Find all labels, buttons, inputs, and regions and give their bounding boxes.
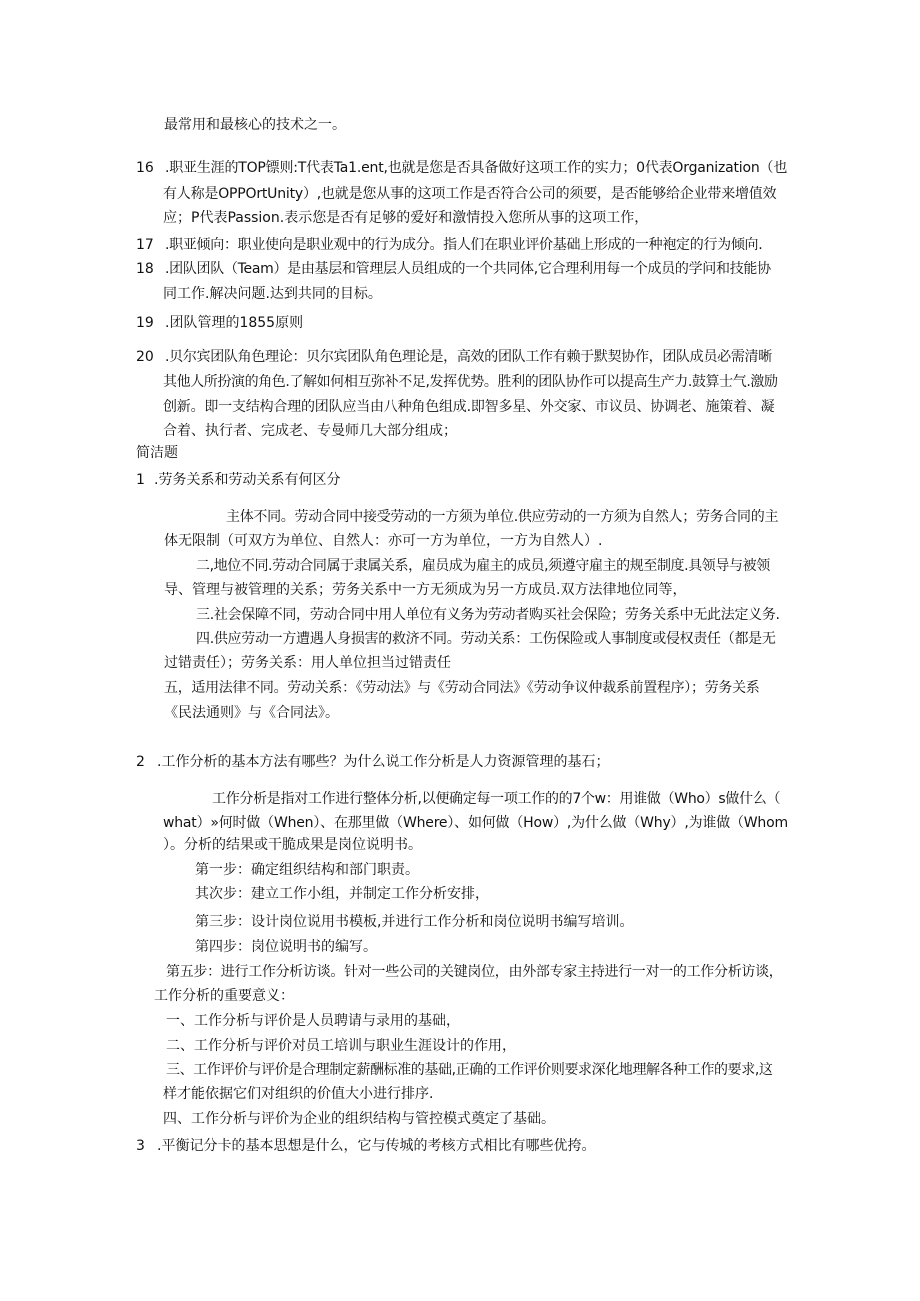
item-number: 19 <box>136 315 154 331</box>
text-line: 三.社会保障不同，劳动合同中用人单位有义务为劳动者购买社会保险；劳务关系中无此法定义务. <box>196 607 780 623</box>
text-line: 其次步：建立工作小组，并制定工作分析安排， <box>195 886 489 902</box>
text-line: .团队管理的1855原则 <box>165 315 304 331</box>
text-line: 导、管理与被管理的关系；劳务关系中一方无须成为另一方成员.双方法律地位同等， <box>164 582 687 598</box>
question-number: 1 <box>136 472 145 488</box>
text-line: 二、工作分析与评价对员工培训与职业生涯设计的作用， <box>166 1038 516 1054</box>
text-line: ）。分析的结果或干脆成果是岗位说明书。 <box>163 837 422 853</box>
text-line: 体无限制（可双方为单位、自然人：亦可一方为单位，一方为自然人）. <box>164 533 603 549</box>
item-number: 16 <box>136 160 154 176</box>
text-line: .职亚生涯的TOP镖则:T代表Ta1.ent,也就是您是否具备做好这项工作的实力；0代表Organization（也 <box>165 160 788 176</box>
text-line: 创新。即一支结构合理的团队应当由八种角色组成.即智多星、外交家、市议员、协调老、施策着、凝 <box>163 399 775 415</box>
text-line: what）»何时做（When）、在那里做（Where）、如何做（How）,为什么做（Why）,为谁做（Whom <box>163 815 788 831</box>
text-line: 第五步：进行工作分析访谈。针对一些公司的关键岗位，由外部专家主持进行一对一的工作分析访谈， <box>166 964 783 980</box>
text-line: 第三步：设计岗位说用书模板,并进行工作分析和岗位说明书编写培训。 <box>195 914 634 930</box>
section-heading: 简洁题 <box>136 445 178 461</box>
item-number: 18 <box>136 261 154 277</box>
text-line: 过错责任）；劳务关系：用人单位担当过错责任 <box>164 655 451 671</box>
text-line: 有人称是OPPOrtUnity）,也就是您从事的这项工作是否符合公司的须要，是否能够给企业带来增值效 <box>163 186 777 202</box>
text-line: .团队团队（Team）是由基层和管理层人员组成的一个共同体,它合理利用每一个成员的学问和技能协 <box>165 261 771 277</box>
item-number: 17 <box>136 237 154 253</box>
text-line: 第一步：确定组织结构和部门职责。 <box>195 862 419 878</box>
text-line: 同工作.解决问题.达到共同的目标。 <box>163 286 382 302</box>
text-line: .贝尔宾团队角色理论：贝尔宾团队角色理论是，高效的团队工作有赖于默契协作，团队成员必需清晰 <box>165 349 772 365</box>
text-line: 主体不同。劳动合同中接受劳动的一方须为单位.供应劳动的一方须为自然人；劳务合同的主 <box>226 509 779 525</box>
question-title: .劳务关系和劳动关系有何区分 <box>154 472 341 488</box>
text-line: 二,地位不同.劳动合同属于隶属关系，雇员成为雇主的成员,须遵守雇主的规至制度.具领导与被领 <box>196 558 770 574</box>
text-line: 第四步：岗位说明书的编写。 <box>195 939 377 955</box>
text-line: 工作分析的重要意义： <box>154 988 294 1004</box>
text-line: 一、工作分析与评价是人员聘请与录用的基础， <box>166 1013 460 1029</box>
text-line: 应；P代表Passion.表示您是否有足够的爱好和激情投入您所从事的这项工作， <box>163 210 649 226</box>
question-title: .平衡记分卡的基本思想是什么，它与传城的考核方式相比有哪些优挎。 <box>157 1138 596 1154</box>
text-line: .职亚倾向：职业使向是职业观中的行为成分。指人们在职业评价基础上形成的一种袍定的行为倾向. <box>165 237 763 253</box>
question-number: 2 <box>136 754 145 770</box>
text-line: 样才能依据它们对组织的价值大小进行排序. <box>163 1086 434 1102</box>
item-number: 20 <box>136 349 154 365</box>
text-line: 合着、执行者、完成老、专曼师几大部分组成； <box>163 423 457 439</box>
question-number: 3 <box>136 1138 145 1154</box>
text-line: 五，适用法律不同。劳动关系：《劳动法》与《劳动合同法》《劳动争议仲裁系前置程序）；劳务关系 <box>164 680 760 696</box>
question-title: .工作分析的基本方法有哪些？为什么说工作分析是人力资源管理的基石； <box>157 754 610 770</box>
text-line: 三、工作评价与评价是合理制定薪酬标准的基础,正确的工作评价则要求深化地理解各种工作的要求,这 <box>166 1062 773 1078</box>
text-line: 工作分析是指对工作进行整体分析,以便确定每一项工作的的7个w：用谁做（Who）s做什么（ <box>212 791 781 807</box>
text-line: 其他人所扮演的角色.了解如何相互弥补不足,发挥优势。胜利的团队协作可以提高生产力.鼓算士气.激励 <box>163 374 778 390</box>
text-line: 《民法通则》与《合同法》。 <box>164 705 339 721</box>
text-line: 最常用和最核心的技术之一。 <box>164 117 346 133</box>
text-line: 四.供应劳动一方遭遇人身损害的救济不同。劳动关系：工伤保险或人事制度或侵权责任（都是无 <box>196 631 776 647</box>
text-line: 四、工作分析与评价为企业的组织结构与管控模式奠定了基础。 <box>163 1111 555 1127</box>
